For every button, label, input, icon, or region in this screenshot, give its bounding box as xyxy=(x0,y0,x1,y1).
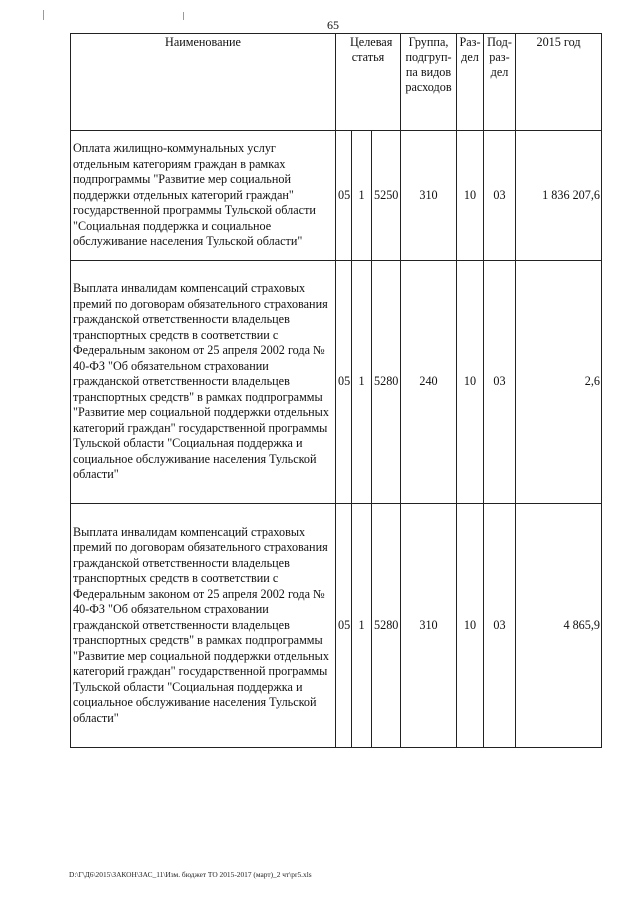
scan-mark-center xyxy=(183,12,184,20)
row-code-direction: 5280 xyxy=(372,504,401,748)
row-code-program: 05 xyxy=(336,261,352,504)
header-section: Раз-дел xyxy=(457,34,484,131)
row-section: 10 xyxy=(457,504,484,748)
row-subsection: 03 xyxy=(484,504,516,748)
row-name: Выплата инвалидам компенсаций страховых премий по договорам обязательного страхования гражданской ответственности владельцев транспортных средств в соответствии с Федеральным законом от 25 апреля 2002 года № 40-ФЗ "Об обязательном страховании гражданской ответственности владельцев транспортных средств" в рамках подпрограммы "Развитие мер социальной поддержки отдельных категорий граждан" государственной программы Тульской области "Социальная поддержка и социальное обслуживание населения Тульской области" xyxy=(71,504,336,748)
table-row xyxy=(71,261,602,504)
row-amount: 1 836 207,6 xyxy=(516,131,602,261)
row-expense-group: 240 xyxy=(401,261,457,504)
row-expense-group: 310 xyxy=(401,131,457,261)
row-subsection: 03 xyxy=(484,131,516,261)
footer-file-path: D:\Г\Д6\2015\ЗАКОН\ЗАС_11\Изм. бюджет ТО 2015-2017 (март)_2 чт\pr5.xls xyxy=(69,870,312,879)
row-name: Выплата инвалидам компенсаций страховых премий по договорам обязательного страхования гражданской ответственности владельцев транспортных средств в соответствии с Федеральным законом от 25 апреля 2002 года № 40-ФЗ "Об обязательном страховании гражданской ответственности владельцев транспортных средств" в рамках подпрограммы "Развитие мер социальной поддержки отдельных категорий граждан" государственной программы Тульской области "Социальная поддержка и социальное обслуживание населения Тульской области" xyxy=(71,261,336,504)
row-section: 10 xyxy=(457,131,484,261)
row-subsection: 03 xyxy=(484,261,516,504)
header-name: Наименование xyxy=(71,34,336,131)
table-header-row xyxy=(71,34,602,131)
row-code-program: 05 xyxy=(336,131,352,261)
row-code-subprogram: 1 xyxy=(352,261,372,504)
row-name: Оплата жилищно-коммунальных услуг отдельным категориям граждан в рамках подпрограммы "Развитие мер социальной поддержки отдельных категорий граждан" государственной программы Тульской области "Социальная поддержка и социальное обслуживание населения Тульской области" xyxy=(71,131,336,261)
row-code-subprogram: 1 xyxy=(352,504,372,748)
row-amount: 4 865,9 xyxy=(516,504,602,748)
scan-mark-left xyxy=(43,10,44,20)
row-code-subprogram: 1 xyxy=(352,131,372,261)
row-amount: 2,6 xyxy=(516,261,602,504)
row-code-program: 05 xyxy=(336,504,352,748)
table-row xyxy=(71,131,602,261)
header-year: 2015 год xyxy=(516,34,602,131)
budget-table xyxy=(70,33,602,748)
page-number: 65 xyxy=(327,18,339,32)
header-expense-group: Группа, подгруп-па видов расходов xyxy=(401,34,457,131)
row-code-direction: 5280 xyxy=(372,261,401,504)
header-subsection: Под-раз-дел xyxy=(484,34,516,131)
row-code-direction: 5250 xyxy=(372,131,401,261)
row-expense-group: 310 xyxy=(401,504,457,748)
row-section: 10 xyxy=(457,261,484,504)
header-target-article: Целевая статья xyxy=(336,34,401,131)
table-row xyxy=(71,504,602,748)
